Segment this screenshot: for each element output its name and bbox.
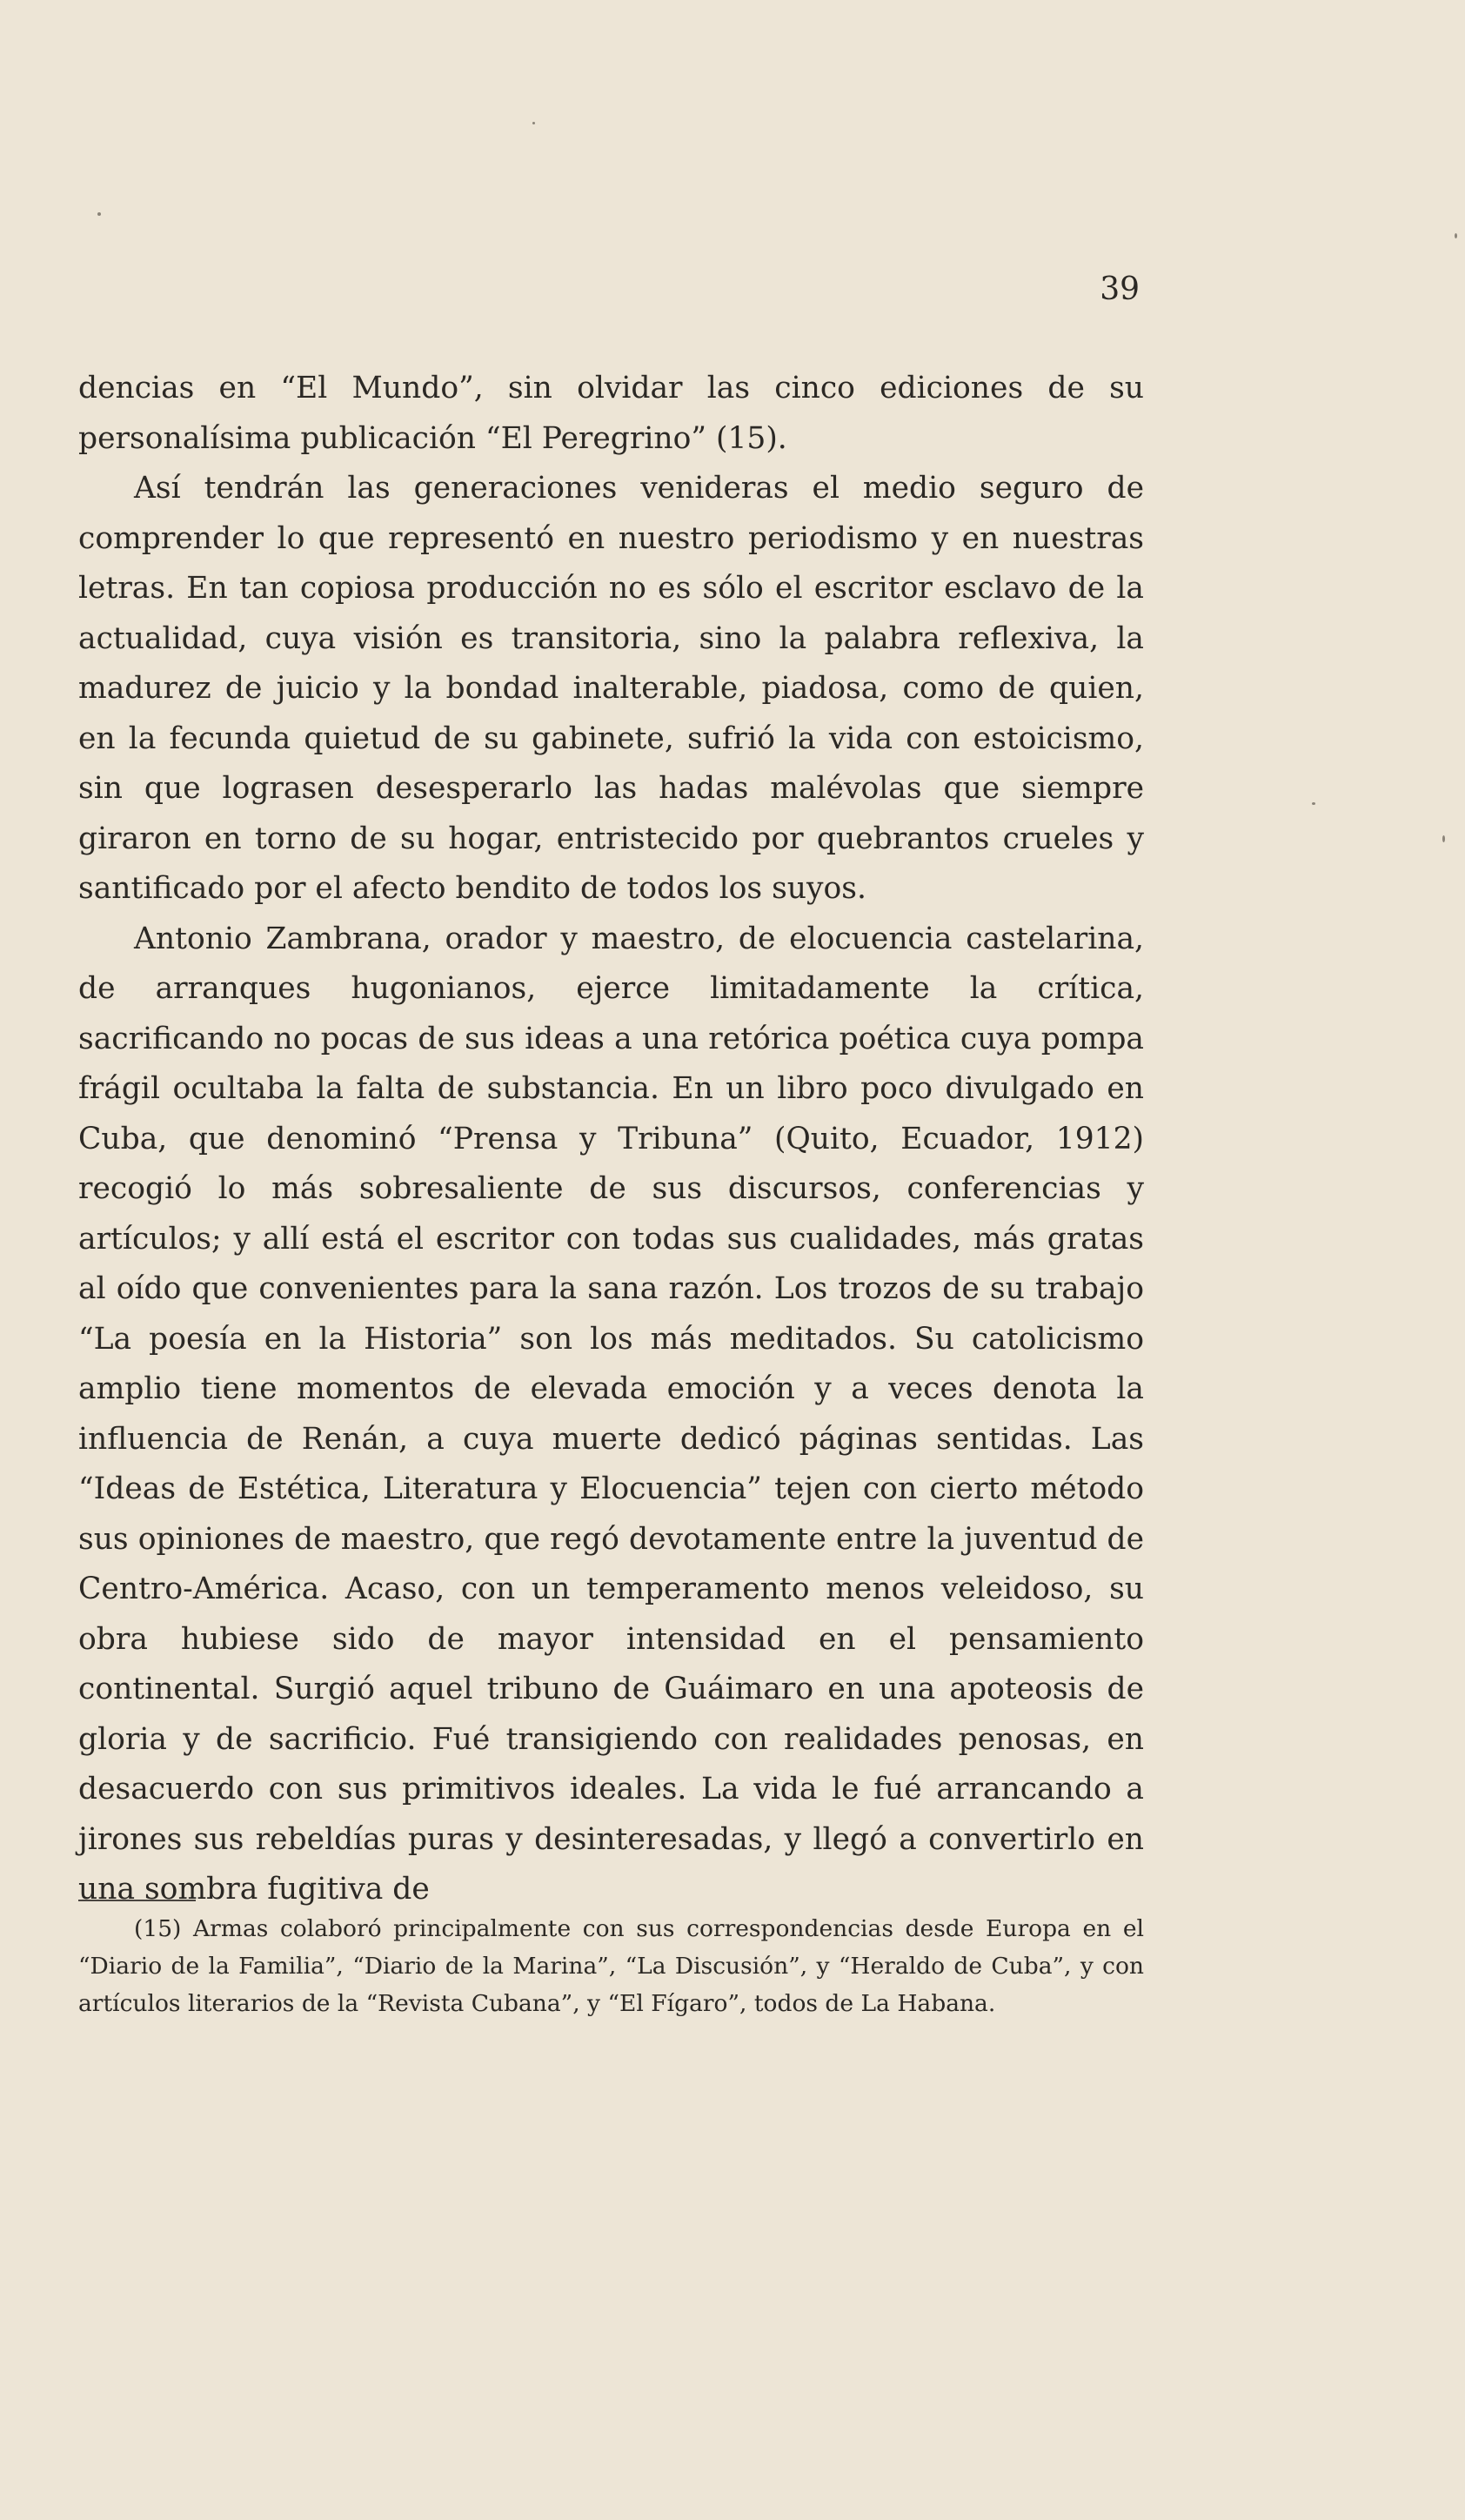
paper-speck [97,212,101,216]
paper-speck [1442,835,1445,842]
paper-speck [1455,233,1457,238]
paper-speck [532,122,535,124]
footnote-15: (15) Armas colaboró principalmente con sus correspondencias desde Europa en el “Diario de la Familia”, “Diario de la Marina”, “La Discusión”, y “Heraldo de Cuba”, y con artículos literarios de la “Revista Cubana”, y “El Fígaro”, todos de La Habana. [78,1915,1144,2017]
page-number: 39 [1100,271,1140,307]
main-text [78,364,1144,1915]
paragraph-continuation: dencias en “El Mundo”, sin olvidar las cinco ediciones de su personalísima publicación “El Peregrino” (15). [78,371,1144,456]
paragraph: Así tendrán las generaciones venideras el medio seguro de comprender lo que representó en nuestro periodismo y en nuestras letras. En tan copiosa producción no es sólo el escritor esclavo de la actualidad, cuya visión es transitoria, sino la palabra reflexiva, la madurez de juicio y la bondad inalterable, piadosa, como de quien, en la fecunda quietud de su gabinete, sufrió la vida con estoicismo, sin que lograsen desesperarlo las hadas malévolas que siempre giraron en torno de su hogar, entristecido por quebrantos crueles y santificado por el afecto bendito de todos los suyos. [78,471,1144,906]
paper-speck [1312,802,1315,805]
footnote-divider [78,1900,196,1901]
paragraph: Antonio Zambrana, orador y maestro, de elocuencia castelarina, de arranques hugonianos, ejerce limitadamente la crítica, sacrificando no pocas de sus ideas a una retórica poética cuya pompa frágil ocultaba la falta de substancia. En un libro poco divulgado en Cuba, que denominó “Prensa y Tribuna” (Quito, Ecuador, 1912) recogió lo más sobresaliente de sus discursos, conferencias y artículos; y allí está el escritor con todas sus cualidades, más gratas al oído que convenientes para la sana razón. Los trozos de su trabajo “La poesía en la Historia” son los más meditados. Su catolicismo amplio tiene momentos de elevada emoción y a veces denota la influencia de Renán, a cuya muerte dedicó páginas sentidas. Las “Ideas de Estética, Literatura y Elocuencia” tejen con cierto método sus opiniones de maestro, que regó devotamente entre la juventud de Centro-América. Acaso, con un temperamento menos veleidoso, su obra hubiese sido de mayor intensidad en el pensamiento continental. Surgió aquel tribuno de Guáimaro en una apoteosis de gloria y de sacrificio. Fué transigiendo con realidades penosas, en desacuerdo con sus primitivos ideales. La vida le fué arrancando a jirones sus rebeldías puras y desinteresadas, y llegó a convertirlo en una sombra fugitiva de [78,921,1144,1907]
